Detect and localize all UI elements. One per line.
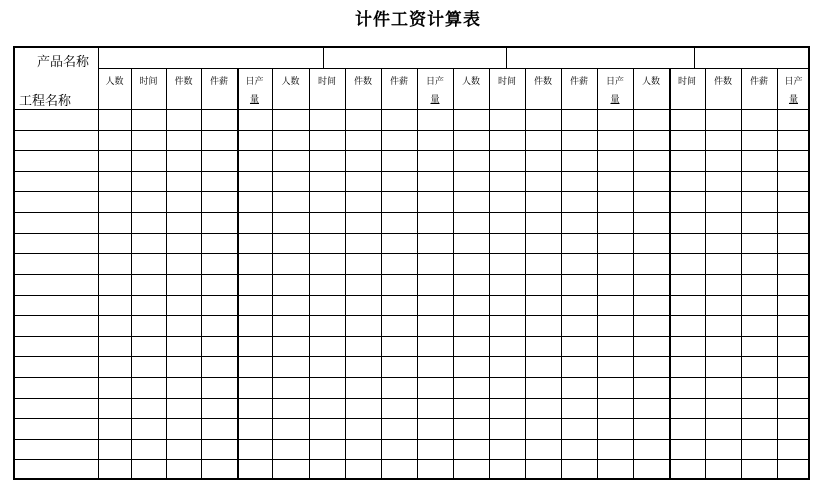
column-header: [237, 76, 272, 106]
column-divider: [131, 68, 132, 480]
column-header: 人数: [461, 77, 480, 87]
row-divider: [13, 171, 810, 172]
row-divider: [13, 336, 810, 337]
column-header: 件薪: [389, 77, 408, 87]
column-divider: [381, 68, 382, 480]
column-header: [597, 76, 633, 106]
product-name-label: 产品名称: [37, 55, 90, 70]
column-divider: [201, 68, 202, 480]
column-header-line2: 量: [430, 95, 440, 105]
column-header: 件薪: [569, 77, 588, 87]
product-cell-divider: [506, 46, 507, 68]
column-header: 件数: [353, 77, 372, 87]
column-divider: [633, 68, 634, 480]
column-divider: [309, 68, 310, 480]
column-header-line2: 量: [788, 95, 798, 105]
row-divider: [13, 356, 810, 357]
column-divider: [777, 68, 778, 480]
column-header-line1: 日产: [425, 77, 444, 87]
row-divider: [13, 150, 810, 151]
table-border-bottom: [13, 478, 810, 480]
column-divider: [166, 68, 167, 480]
process-name-label: 工程名称: [19, 94, 72, 109]
column-header: 件数: [713, 77, 732, 87]
column-header: 人数: [281, 77, 300, 87]
column-header: 时间: [317, 77, 336, 87]
column-divider: [489, 68, 490, 480]
product-cell-divider: [694, 46, 695, 68]
row-divider: [13, 398, 810, 399]
column-header-line1: 日产: [245, 77, 264, 87]
column-divider: [741, 68, 742, 480]
product-row-divider: [98, 68, 810, 69]
column-header: 时间: [139, 77, 158, 87]
table-border-right: [808, 46, 810, 480]
table-border-top: [13, 46, 810, 48]
column-divider: [345, 68, 346, 480]
column-header-line1: 日产: [605, 77, 624, 87]
column-divider: [272, 68, 273, 480]
table-border-left: [13, 46, 15, 480]
column-divider: [417, 68, 418, 480]
sheet-title: 计件工资计算表: [355, 10, 481, 30]
column-divider: [237, 68, 239, 480]
column-header: 人数: [641, 77, 660, 87]
column-header: 件薪: [209, 77, 228, 87]
column-header-line2: 量: [610, 95, 620, 105]
row-divider: [13, 191, 810, 192]
product-cell-divider: [323, 46, 324, 68]
row-divider: [13, 253, 810, 254]
wage-table: [13, 46, 810, 480]
column-header: [417, 76, 453, 106]
column-divider: [669, 68, 671, 480]
row-divider: [13, 274, 810, 275]
column-header: 时间: [677, 77, 696, 87]
column-header-line1: 日产: [784, 77, 803, 87]
column-divider: [525, 68, 526, 480]
row-divider: [13, 212, 810, 213]
column-divider: [705, 68, 706, 480]
column-header: 件数: [533, 77, 552, 87]
column-header: 人数: [105, 77, 124, 87]
column-divider: [98, 46, 99, 480]
row-divider: [13, 130, 810, 131]
column-header: [777, 76, 810, 106]
column-divider: [453, 68, 454, 480]
column-header-line2: 量: [249, 95, 259, 105]
column-divider: [597, 68, 598, 480]
row-divider: [13, 459, 810, 460]
row-divider: [13, 315, 810, 316]
header-divider: [13, 109, 810, 110]
row-divider: [13, 377, 810, 378]
row-divider: [13, 418, 810, 419]
column-header: 件数: [174, 77, 193, 87]
row-divider: [13, 295, 810, 296]
column-divider: [561, 68, 562, 480]
column-header: 件薪: [749, 77, 768, 87]
row-divider: [13, 233, 810, 234]
row-divider: [13, 439, 810, 440]
column-header: 时间: [497, 77, 516, 87]
